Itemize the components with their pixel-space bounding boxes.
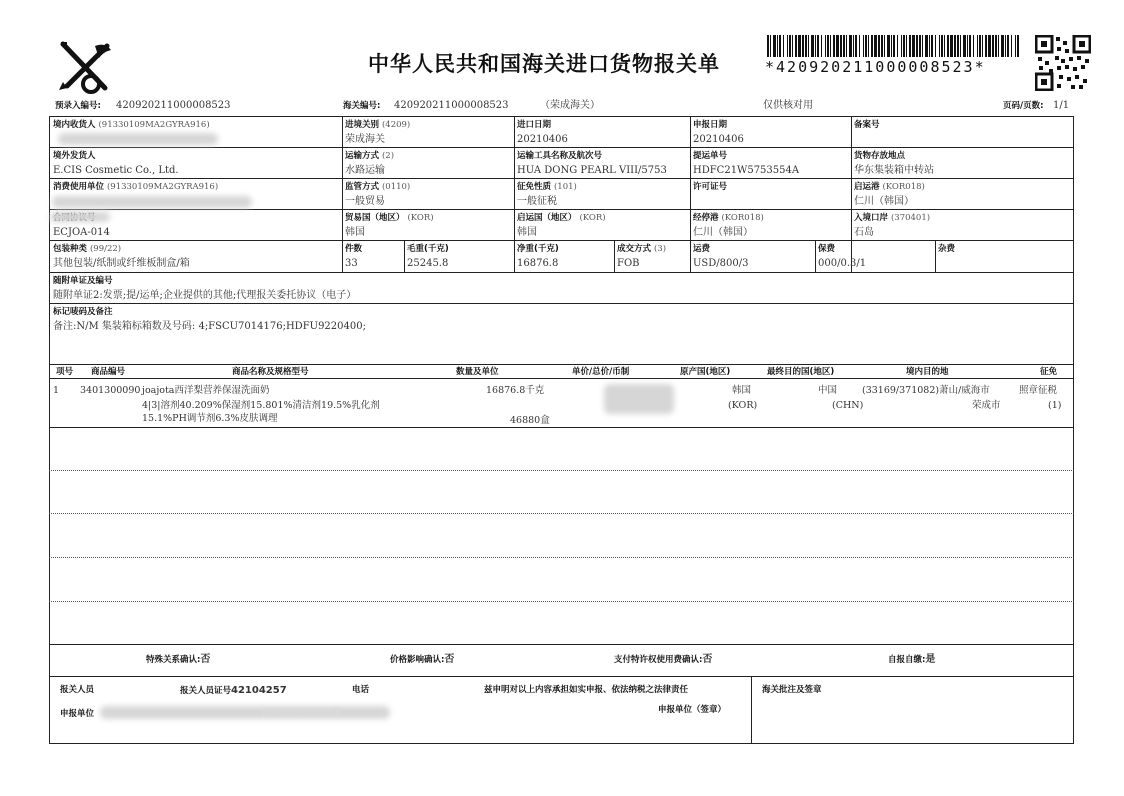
redacted-agent <box>100 706 390 719</box>
barcode-bar <box>770 35 771 57</box>
marks-value: 备注:N/M 集装箱标箱数及号码: 4;FSCU7014176;HDFU9220400; <box>53 321 366 332</box>
row-line <box>49 147 1074 148</box>
trade-country-label: 贸易国（地区） <box>345 213 405 223</box>
barcode-bar <box>982 35 983 57</box>
goods-name-line3: 15.1%PH调节剂6.3%皮肤调理 <box>142 413 278 424</box>
qty-weight: 16876.8千克 <box>486 385 545 396</box>
customs-no: 420920211000008523 <box>394 100 509 111</box>
entry-port-value: 荣成海关 <box>345 134 385 145</box>
freight-value: USD/800/3 <box>693 258 749 269</box>
package-label: 包装种类 <box>53 244 88 254</box>
redacted-consignee <box>58 133 218 145</box>
barcode-bar <box>931 35 933 57</box>
row-line <box>49 303 1074 304</box>
barcode-bar <box>865 35 867 57</box>
marks-label: 标记唛码及备注 <box>53 307 113 317</box>
attached-docs-value: 随附单证2:发票;提/运单;企业提供的其他;代理报关委托协议（电子） <box>53 290 357 301</box>
declarant-label: 报关人员 <box>60 685 95 695</box>
departure-port-value: 仁川（韩国） <box>854 196 914 207</box>
row-line <box>49 427 1074 428</box>
barcode-bar <box>787 35 788 57</box>
barcode-bar <box>817 35 819 57</box>
barcode-bar <box>849 35 852 57</box>
row-line <box>49 364 1074 365</box>
col-price: 单价/总价/币制 <box>572 367 630 377</box>
barcode-bar <box>773 35 776 57</box>
document-title: 中华人民共和国海关进口货物报关单 <box>368 52 720 76</box>
royalty-value: 否 <box>702 654 713 665</box>
transport-mode-label: 运输方式 <box>345 151 380 161</box>
transit-port-code: (KOR018) <box>721 213 764 223</box>
barcode-bar <box>811 35 814 57</box>
package-code: (99/22) <box>89 244 122 254</box>
dotted-line <box>49 557 1074 558</box>
barcode-bar <box>967 35 968 57</box>
barcode-bar <box>802 35 804 57</box>
self-pay-label: 自报自缴: <box>888 655 926 665</box>
pre-entry-no-label: 预录入编号: <box>55 101 101 111</box>
barcode-bar <box>950 35 953 57</box>
customs-no-label: 海关编号: <box>343 101 381 111</box>
form-border <box>49 116 1074 744</box>
domestic-dest: (33169/371082)萧山/威海市 <box>862 385 990 396</box>
royalty-label: 支付特许权使用费确认: <box>614 655 703 665</box>
entry-port-label: 进境关别 <box>345 120 380 130</box>
goods-name-line2: 4|3|溶剂40.209%保湿剂15.801%清洁剂19.5%乳化剂 <box>142 400 380 411</box>
barcode-bar <box>977 35 978 57</box>
col-hs-code: 商品编号 <box>91 367 126 377</box>
barcode-bar <box>998 35 999 57</box>
barcode-bar <box>941 35 943 57</box>
departure-port-label: 启运港 <box>854 182 880 192</box>
agent-seal-label: 申报单位（签章） <box>658 705 727 715</box>
row-line <box>49 272 1074 273</box>
levy-method: 照章征税 <box>1019 385 1058 396</box>
col-domestic-dest: 境内目的地 <box>906 367 949 377</box>
barcode-bar <box>830 35 831 57</box>
license-label: 许可证号 <box>693 182 728 192</box>
barcode-bar <box>897 35 898 57</box>
supervision-value: 一般贸易 <box>345 196 385 207</box>
barcode-bar <box>1005 35 1006 57</box>
price-impact-value: 否 <box>444 654 455 665</box>
final-code: (CHN) <box>832 400 864 411</box>
barcode-bar <box>779 35 781 57</box>
barcode-bar <box>836 35 839 57</box>
barcode-bar <box>922 35 923 57</box>
barcode-bar <box>881 35 883 57</box>
pieces-value: 33 <box>345 258 358 269</box>
barcode-bar <box>868 35 869 57</box>
levy-nature-label: 征免性质 <box>517 182 552 192</box>
transit-port-value: 仁川（韩国） <box>693 227 753 238</box>
qty-boxes: 46880盒 <box>510 415 550 426</box>
terms-value: FOB <box>617 258 640 269</box>
barcode-bar <box>859 35 860 57</box>
barcode-bar <box>884 35 885 57</box>
col-name-spec: 商品名称及规格型号 <box>232 367 309 377</box>
redacted-price <box>604 384 674 414</box>
barcode-bar <box>985 35 987 57</box>
entry-place-value: 石岛 <box>854 227 874 238</box>
barcode-bar <box>995 35 997 57</box>
redacted-contract-label <box>50 212 110 222</box>
barcode-bar <box>789 35 791 57</box>
barcode-bar <box>1001 35 1004 57</box>
barcode-bar <box>1007 35 1009 57</box>
hs-code: 3401300090 <box>80 385 141 396</box>
insurance-label: 保费 <box>818 244 836 254</box>
consumer-code: (91330109MA2GYRA916) <box>106 182 219 192</box>
contract-value: ECJOA-014 <box>53 227 110 238</box>
pre-entry-no: 420920211000008523 <box>116 100 231 111</box>
origin-country: 韩国 <box>732 385 752 396</box>
special-relation-value: 否 <box>200 654 211 665</box>
goods-name-line1: joajota西洋梨营养保湿洗面奶 <box>142 385 270 396</box>
price-impact-label: 价格影响确认: <box>390 655 445 665</box>
phone-label: 电话 <box>352 685 370 695</box>
barcode-bar <box>969 35 971 57</box>
barcode-bar <box>1017 35 1019 57</box>
barcode-bar <box>957 35 959 57</box>
entry-place-code: (370401) <box>890 213 931 223</box>
item-no: 1 <box>53 385 60 396</box>
package-value: 其他包装/纸制或纤维板制盒/箱 <box>53 258 190 269</box>
domestic-dest-city: 荣成市 <box>972 400 1001 411</box>
origin-country-code: (KOR) <box>579 213 606 223</box>
final-country: 中国 <box>818 385 838 396</box>
row-line <box>49 378 1074 379</box>
barcode-bar <box>935 35 936 57</box>
levy-code: (1) <box>1048 400 1062 411</box>
dotted-line <box>49 470 1074 471</box>
barcode-bar <box>853 35 854 57</box>
declare-date-value: 20210406 <box>693 134 744 145</box>
overseas-shipper-value: E.CIS Cosmetic Co., Ltd. <box>53 165 179 176</box>
page-label: 页码/页数: <box>1003 101 1044 111</box>
barcode-bar <box>954 35 956 57</box>
col-item-no: 项号 <box>56 367 74 377</box>
special-relation-label: 特殊关系确认: <box>146 655 201 665</box>
legal-statement: 兹申明对以上内容承担如实申报、依法纳税之法律责任 <box>484 685 689 695</box>
barcode-bar <box>963 35 966 57</box>
net-weight-value: 16876.8 <box>517 258 559 269</box>
barcode-bar <box>925 35 928 57</box>
declarant-cert-label: 报关人员证号 <box>180 686 232 696</box>
row-line <box>49 676 1074 677</box>
barcode-bar <box>783 35 784 57</box>
consignee-code: (91330109MA2GYRA916) <box>98 120 210 130</box>
dotted-line <box>49 513 1074 514</box>
barcode-number: *420920211000008523* <box>765 58 986 76</box>
barcode-bar <box>833 35 835 57</box>
redacted-consumer <box>52 196 252 208</box>
barcode-bar <box>893 35 895 57</box>
col-qty-unit: 数量及单位 <box>456 367 499 377</box>
levy-nature-value: 一般征税 <box>517 196 557 207</box>
barcode-bar <box>874 35 877 57</box>
barcode-bar <box>973 35 974 57</box>
barcode-bar <box>939 35 940 57</box>
barcode-bar <box>919 35 921 57</box>
barcode-bar <box>878 35 880 57</box>
storage-label: 货物存放地点 <box>854 151 906 161</box>
barcode-bar <box>855 35 857 57</box>
terms-code: (3) <box>653 244 667 254</box>
barcode-bar <box>901 35 902 57</box>
barcode-bars <box>767 35 1019 57</box>
attached-docs-label: 随附单证及编号 <box>53 276 113 286</box>
barcode-bar <box>840 35 842 57</box>
barcode-bar <box>887 35 890 57</box>
barcode-bar <box>912 35 915 57</box>
customs-emblem-icon <box>55 38 115 98</box>
row-line <box>49 209 1074 210</box>
barcode-bar <box>947 35 949 57</box>
barcode-bar <box>821 35 822 57</box>
declarant-cert-value: 42104257 <box>231 685 287 696</box>
entry-port-code: (4209) <box>381 120 411 130</box>
barcode-bar <box>1011 35 1012 57</box>
barcode-bar <box>805 35 807 57</box>
consignee-label: 境内收货人 <box>53 120 96 130</box>
origin-country-value: 韩国 <box>517 227 537 238</box>
supervision-code: (0110) <box>381 182 411 192</box>
barcode-bar <box>843 35 845 57</box>
barcode <box>767 35 1019 57</box>
bl-label: 提运单号 <box>693 151 728 161</box>
barcode-bar <box>944 35 945 57</box>
declare-date-label: 申报日期 <box>693 120 728 130</box>
col-levy: 征免 <box>1040 367 1058 377</box>
barcode-bar <box>767 35 769 57</box>
transport-mode-code: (2) <box>381 151 395 161</box>
barcode-bar <box>863 35 864 57</box>
barcode-bar <box>891 35 892 57</box>
barcode-bar <box>808 35 809 57</box>
transport-mode-value: 水路运输 <box>345 165 385 176</box>
row-line <box>49 240 1074 241</box>
trade-country-value: 韩国 <box>345 227 365 238</box>
gross-weight-value: 25245.8 <box>407 258 449 269</box>
barcode-bar <box>1015 35 1016 57</box>
barcode-bar <box>827 35 829 57</box>
barcode-bar <box>916 35 918 57</box>
trade-country-code: (KOR) <box>407 213 434 223</box>
col-origin: 原产国(地区) <box>680 367 731 377</box>
barcode-bar <box>960 35 961 57</box>
barcode-bar <box>909 35 911 57</box>
freight-label: 运费 <box>693 244 711 254</box>
storage-value: 华东集装箱中转站 <box>854 165 934 176</box>
barcode-bar <box>825 35 826 57</box>
net-weight-label: 净重(千克) <box>517 244 559 254</box>
gross-weight-label: 毛重(千克) <box>407 244 449 254</box>
entry-place-label: 入境口岸 <box>854 213 889 223</box>
supervision-label: 监管方式 <box>345 182 380 192</box>
barcode-bar <box>798 35 801 57</box>
qr-code-icon <box>1035 35 1091 91</box>
pieces-label: 件数 <box>345 244 363 254</box>
import-date-label: 进口日期 <box>517 120 552 130</box>
self-pay-value: 是 <box>925 654 936 665</box>
barcode-bar <box>792 35 793 57</box>
customs-seal-label: 海关批注及签章 <box>762 685 822 695</box>
vessel-label: 运输工具名称及航次号 <box>517 151 603 161</box>
barcode-bar <box>903 35 905 57</box>
row-line <box>49 178 1074 179</box>
barcode-bar <box>777 35 778 57</box>
bl-value: HDFC21W5753554A <box>693 165 800 176</box>
consumer-label: 消费使用单位 <box>53 182 105 192</box>
barcode-bar <box>871 35 873 57</box>
col-final-dest: 最终目的国(地区) <box>767 367 835 377</box>
barcode-bar <box>979 35 981 57</box>
row-line <box>49 644 1074 645</box>
vessel-value: HUA DONG PEARL VIII/5753 <box>517 165 667 176</box>
agent-label: 申报单位 <box>60 709 95 719</box>
barcode-bar <box>795 35 797 57</box>
verify-only: 仅供核对用 <box>763 100 813 111</box>
origin-code: (KOR) <box>728 400 758 411</box>
transit-port-label: 经停港 <box>693 213 719 223</box>
terms-label: 成交方式 <box>617 244 652 254</box>
levy-nature-code: (101) <box>553 182 577 192</box>
record-no-label: 备案号 <box>854 120 880 130</box>
barcode-bar <box>992 35 994 57</box>
misc-fee-label: 杂费 <box>938 244 956 254</box>
customs-office: （荣成海关） <box>540 100 600 111</box>
barcode-bar <box>906 35 907 57</box>
barcode-bar <box>815 35 816 57</box>
origin-country-label: 启运国（地区） <box>517 213 577 223</box>
overseas-shipper-label: 境外发货人 <box>53 151 96 161</box>
insurance-value: 000/0.3/1 <box>818 258 867 269</box>
dotted-line <box>49 601 1074 602</box>
departure-port-code: (KOR018) <box>882 182 925 192</box>
barcode-bar <box>929 35 930 57</box>
barcode-bar <box>846 35 847 57</box>
page-value: 1/1 <box>1053 100 1070 111</box>
agent-name-partial: 国际货运代理有限 <box>262 707 342 718</box>
barcode-bar <box>988 35 991 57</box>
import-date-value: 20210406 <box>517 134 568 145</box>
